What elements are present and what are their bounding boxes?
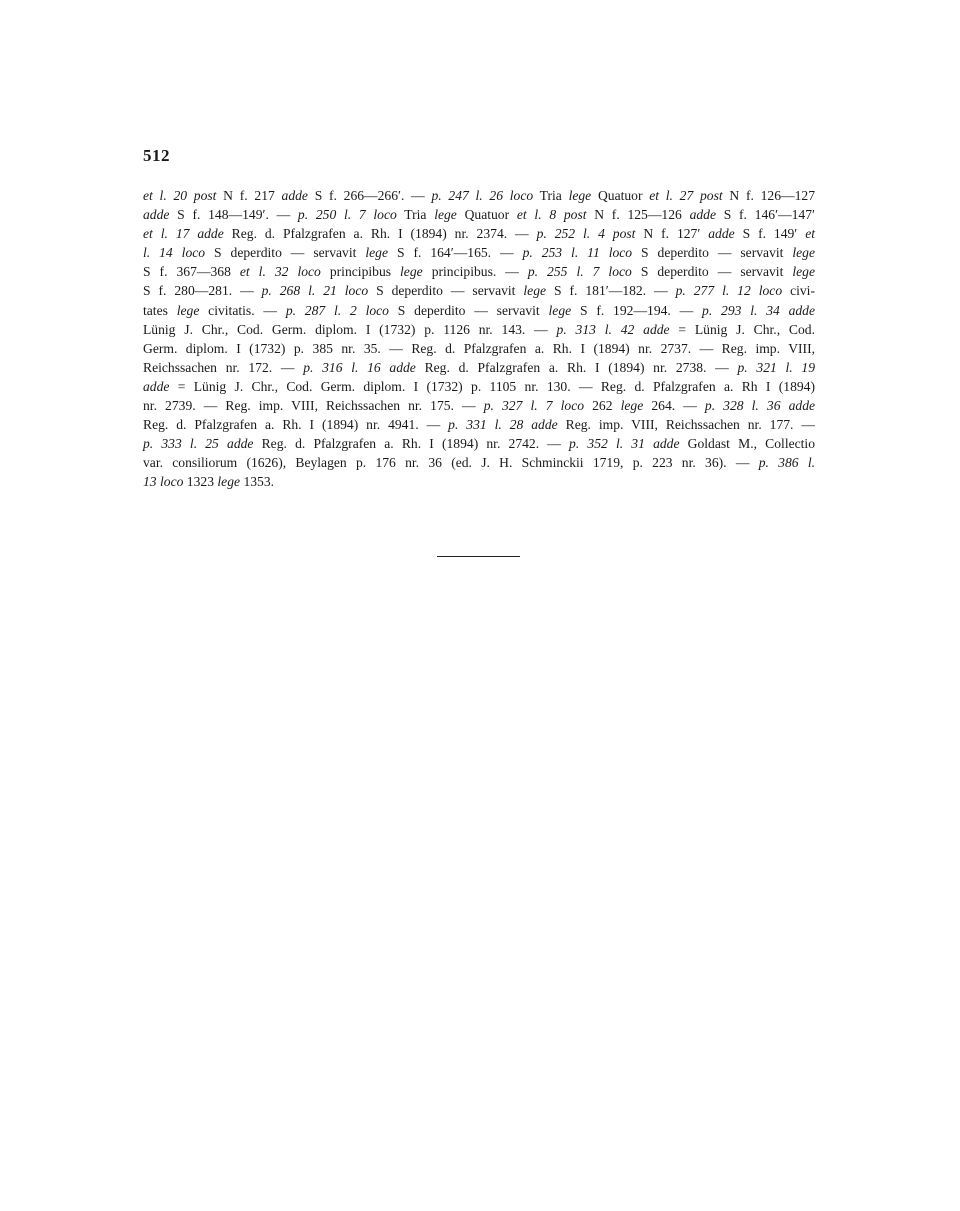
italic-reference: et l. 27 post (649, 188, 723, 203)
italic-reference: p. 252 l. 4 post (536, 226, 636, 242)
text-segment: S deperdito — servavit (205, 245, 366, 261)
text-segment: S f. 266—266′. — (307, 188, 432, 203)
italic-reference: p. 250 l. 7 loco (297, 207, 397, 223)
text-line (143, 186, 815, 205)
italic-reference: lege (365, 245, 388, 261)
text-segment: Reg. d. Pfalzgrafen a. Rh. I (1894) nr. 2374. — (223, 226, 537, 242)
italic-reference: p. 247 l. 26 loco (431, 188, 534, 203)
text-segment: Reg. imp. VIII, Reichssachen nr. 177. — (557, 417, 815, 433)
text-line (143, 262, 815, 281)
text-segment: 262 (584, 398, 621, 414)
text-line (143, 396, 815, 415)
text-segment: Reg. d. Pfalzgrafen a. Rh. I (1894) nr. 2738. — (415, 359, 738, 375)
italic-reference: et l. 17 adde (143, 226, 224, 242)
text-line (143, 453, 815, 472)
text-segment: civitatis. — (199, 302, 286, 318)
page-number: 512 (143, 146, 170, 165)
text-line (143, 415, 815, 434)
italic-reference: p. 268 l. 21 loco (261, 283, 369, 299)
italic-reference: et l. 8 post (516, 207, 587, 223)
italic-reference: adde (143, 378, 170, 394)
text-segment: S deperdito — servavit (631, 264, 793, 280)
text-segment: S f. 164′—165. — (388, 245, 523, 261)
text-segment: 264. — (643, 398, 705, 414)
text-segment: Tria (533, 188, 569, 203)
text-segment: Germ. diplom. I (1732) p. 385 nr. 35. — Reg. d. Pfalzgrafen a. Rh. I (1894) nr. 2737. — Reg. imp. VIII, (143, 340, 815, 356)
text-segment: N f. 217 (216, 188, 282, 203)
text-segment: Reg. d. Pfalzgrafen a. Rh. I (1894) nr. 2742. — (253, 436, 570, 452)
italic-reference: lege (176, 302, 200, 318)
text-segment: Reichssachen nr. 172. — (143, 359, 304, 375)
text-line (143, 358, 815, 377)
text-segment: Reg. d. Pfalzgrafen a. Rh. I (1894) nr. 4941. — (143, 417, 449, 433)
text-segment: S f. 146′—147′ (716, 207, 815, 223)
italic-reference: lege (217, 474, 241, 490)
text-segment: principibus. — (422, 264, 528, 280)
text-line (143, 281, 815, 300)
italic-reference: adde (708, 226, 735, 242)
text-line (143, 472, 815, 491)
text-segment: S f. 181′—182. — (546, 283, 676, 299)
italic-reference: adde (281, 188, 308, 203)
text-segment: S f. 192—194. — (571, 302, 703, 318)
text-line (143, 320, 815, 339)
text-segment: S f. 280—281. — (143, 283, 262, 299)
text-segment: = Lünig J. Chr., Cod. Germ. diplom. I (1732) p. 1105 nr. 130. — Reg. d. Pfalzgrafen a. Rh I (1894) (169, 378, 815, 394)
text-segment: Lünig J. Chr., Cod. Germ. diplom. I (1732) p. 1126 nr. 143. — (143, 321, 557, 337)
italic-reference: lege (400, 264, 423, 280)
text-segment: Goldast M., Collectio (679, 436, 816, 452)
italic-reference: lege (548, 302, 572, 318)
italic-reference: lege (568, 188, 592, 203)
italic-reference: p. 277 l. 12 loco (675, 283, 783, 299)
text-segment: var. consiliorum (1626), Beylagen p. 176 nr. 36 (ed. J. H. Schminckii 1719, p. 223 nr. 36). — (143, 455, 759, 471)
italic-reference: p. 253 l. 11 loco (522, 245, 633, 261)
text-segment: N f. 127′ (635, 226, 709, 242)
italic-reference: p. 321 l. 19 (737, 359, 815, 375)
italic-reference: p. 313 l. 42 adde (556, 321, 670, 337)
italic-reference: p. 333 l. 25 adde (143, 436, 254, 452)
text-segment: S f. 149′ (734, 226, 806, 242)
text-segment: 1323 (183, 474, 218, 490)
italic-reference: p. 328 l. 36 adde (704, 398, 816, 414)
italic-reference: et l. 32 loco (239, 264, 321, 280)
text-line (143, 205, 815, 224)
text-segment: Quatuor (456, 207, 517, 223)
italic-reference: p. 316 l. 16 adde (303, 359, 416, 375)
text-segment: Quatuor (591, 188, 650, 203)
text-segment: tates (143, 302, 177, 318)
italic-reference: et (805, 226, 816, 242)
italic-reference: p. 386 l. (758, 455, 815, 471)
text-line (143, 224, 815, 243)
text-segment: S f. 148—149′. — (169, 207, 298, 223)
italic-reference: lege (792, 245, 816, 261)
italic-reference: l. 14 loco (143, 245, 206, 261)
text-line (143, 301, 815, 320)
text-segment: S f. 367—368 (143, 264, 240, 280)
corrigenda-text (143, 186, 815, 492)
italic-reference: lege (434, 207, 457, 223)
text-line (143, 243, 815, 262)
italic-reference: et l. 20 post (143, 188, 217, 203)
italic-reference: lege (523, 283, 547, 299)
text-segment: nr. 2739. — Reg. imp. VIII, Reichssachen nr. 175. — (143, 398, 484, 414)
italic-reference: adde (689, 207, 716, 223)
text-segment: S deperdito — servavit (388, 302, 549, 318)
text-segment: = Lünig J. Chr., Cod. (669, 321, 815, 337)
italic-reference: p. 255 l. 7 loco (527, 264, 632, 280)
text-segment: N f. 125—126 (586, 207, 690, 223)
section-separator-rule (437, 556, 520, 557)
text-line (143, 434, 815, 453)
italic-reference: 13 loco (143, 474, 184, 490)
text-segment: 1353. (240, 474, 275, 490)
italic-reference: p. 327 l. 7 loco (483, 398, 585, 414)
text-segment: N f. 126—127 (722, 188, 816, 203)
text-line (143, 339, 815, 358)
italic-reference: p. 293 l. 34 adde (702, 302, 816, 318)
italic-reference: lege (792, 264, 816, 280)
italic-reference: p. 331 l. 28 adde (448, 417, 558, 433)
text-segment: S deperdito — servavit (368, 283, 524, 299)
italic-reference: adde (143, 207, 170, 223)
text-segment: S deperdito — servavit (632, 245, 793, 261)
text-segment: principibus (320, 264, 401, 280)
italic-reference: p. 352 l. 31 adde (569, 436, 680, 452)
italic-reference: lege (620, 398, 644, 414)
text-segment: Tria (396, 207, 435, 223)
text-line (143, 377, 815, 396)
text-segment: civi- (782, 283, 815, 299)
italic-reference: p. 287 l. 2 loco (285, 302, 389, 318)
